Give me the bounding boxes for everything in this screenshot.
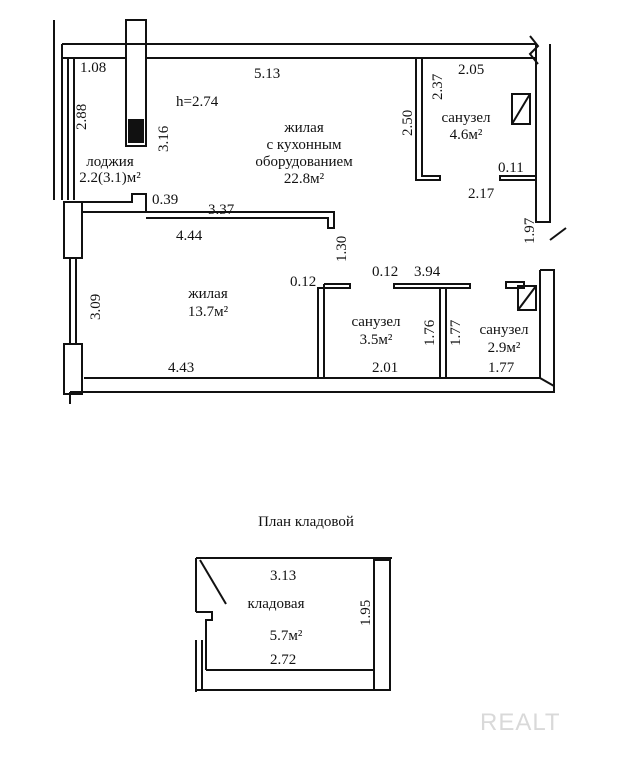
dim-1-77-vertical: 1.77 <box>448 319 464 346</box>
dim-2-88: 2.88 <box>74 103 90 130</box>
room-loggia-label: лоджия <box>86 154 134 170</box>
dim-1-76: 1.76 <box>422 319 438 346</box>
dim-3-09: 3.09 <box>88 293 104 320</box>
dim-0-11: 0.11 <box>498 160 524 176</box>
vent-right-diag <box>518 286 536 310</box>
room-living-kitchen-line3: оборудованием <box>255 154 353 170</box>
watermark-logo: REALT <box>480 709 561 736</box>
dim-3-37: 3.37 <box>208 202 235 218</box>
dim-0-12-right: 0.12 <box>372 264 399 280</box>
dim-3-94: 3.94 <box>414 264 441 280</box>
storage-dim-3-13: 3.13 <box>270 568 297 584</box>
dim-3-16: 3.16 <box>156 125 172 152</box>
room-bath-mid-area: 3.5м² <box>359 332 393 348</box>
room-bath-top-area: 4.6м² <box>449 127 483 143</box>
wall-loggia-divider <box>64 194 146 212</box>
room-living-kitchen-line1: жилая <box>284 120 324 136</box>
dim-0-39: 0.39 <box>152 192 179 208</box>
ceiling-height: h=2.74 <box>176 94 219 110</box>
dim-5-13: 5.13 <box>254 66 281 82</box>
wall-bath-top-bottom <box>500 176 536 180</box>
room-bath-right-area: 2.9м² <box>487 340 521 356</box>
dim-1-97: 1.97 <box>522 217 538 244</box>
room-living-kitchen-line2: с кухонным <box>266 137 342 153</box>
room-living-kitchen-area: 22.8м² <box>283 171 325 187</box>
dim-2-37: 2.37 <box>430 73 446 100</box>
wall-bath-mid-left <box>318 284 350 378</box>
room-loggia-area: 2.2(3.1)м² <box>79 170 141 186</box>
dim-2-17: 2.17 <box>468 186 495 202</box>
storage-wall-right <box>374 560 390 690</box>
wall-column-left-fill <box>129 120 143 142</box>
wall-bath-mid-right <box>440 288 446 378</box>
dim-4-43: 4.43 <box>168 360 195 376</box>
storage-plan-title: План кладовой <box>258 514 354 530</box>
wall-right-lower <box>540 270 554 386</box>
dim-1-77-bottom: 1.77 <box>488 360 515 376</box>
wall-right-upper <box>536 44 550 222</box>
dim-1-30: 1.30 <box>334 235 350 262</box>
dim-1-08: 1.08 <box>80 60 107 76</box>
wall-top <box>62 44 536 58</box>
storage-room-area: 5.7м² <box>269 628 303 644</box>
dim-2-01: 2.01 <box>372 360 399 376</box>
room-bath-right-label: санузел <box>479 322 529 338</box>
room-living-area: 13.7м² <box>187 304 229 320</box>
storage-door-swing <box>200 560 226 604</box>
dim-0-12-left: 0.12 <box>290 274 317 290</box>
wall-bottom-join <box>540 378 554 386</box>
room-living-label: жилая <box>188 286 228 302</box>
wall-bottom-outer <box>70 386 554 392</box>
wall-left-lower-a <box>64 202 82 258</box>
door-swing-right <box>550 228 566 240</box>
wall-left-lower-b <box>64 344 82 394</box>
storage-dim-1-95: 1.95 <box>358 599 374 626</box>
storage-room-label: кладовая <box>247 596 305 612</box>
storage-plan-labels <box>247 514 374 668</box>
room-bath-top-label: санузел <box>441 110 491 126</box>
room-bath-mid-label: санузел <box>351 314 401 330</box>
dim-2-05: 2.05 <box>458 62 485 78</box>
vent-top-diag <box>512 94 530 124</box>
wall-bath-mid-top <box>394 284 470 288</box>
dim-2-50: 2.50 <box>400 109 416 136</box>
wall-partition-living <box>146 212 334 228</box>
dim-4-44: 4.44 <box>176 228 203 244</box>
storage-wall-bottom <box>196 670 374 690</box>
storage-dim-2-72: 2.72 <box>270 652 297 668</box>
